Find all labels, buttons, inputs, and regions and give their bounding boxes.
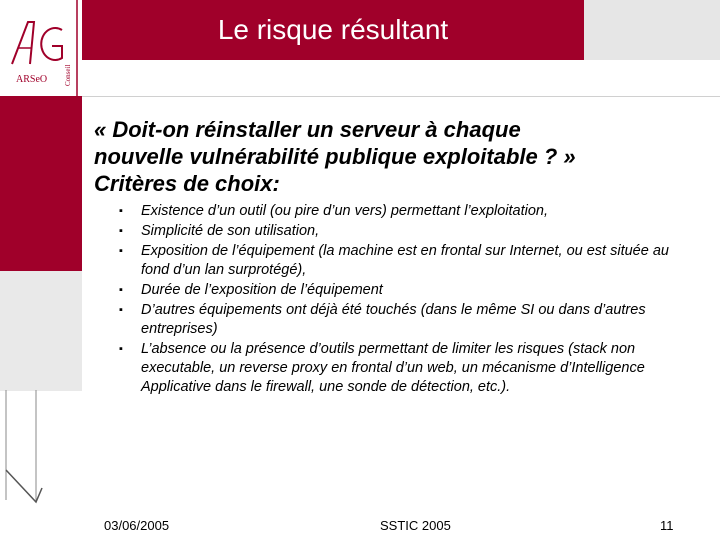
bullet-square-icon: ▪ xyxy=(119,245,123,257)
list-item-text: Existence d’un outil (ou pire d’un vers) permettant l’exploitation, xyxy=(141,203,549,219)
intro-line: nouvelle vulnérabilité publique exploitable ? » xyxy=(94,144,576,169)
list-item xyxy=(119,242,679,280)
page-number: 11 xyxy=(660,518,674,533)
list-item-text: D’autres équipements ont déjà été touchés (dans le même SI ou dans d’autres entreprises) xyxy=(141,302,646,337)
logo xyxy=(0,0,82,96)
bullet-square-icon: ▪ xyxy=(119,343,123,355)
criteria-list xyxy=(119,202,679,398)
logo-tagline: Conseil xyxy=(64,64,72,86)
list-item xyxy=(119,222,679,241)
logo-graphic xyxy=(0,0,82,96)
list-item xyxy=(119,301,679,339)
decorative-lines xyxy=(0,390,82,540)
intro-line: « Doit-on réinstaller un serveur à chaque xyxy=(94,117,521,142)
footer-event: SSTIC 2005 xyxy=(380,518,451,533)
footer-date: 03/06/2005 xyxy=(104,518,170,533)
list-item-text: Simplicité de son utilisation, xyxy=(141,223,320,239)
list-item-text: Durée de l’exposition de l’équipement xyxy=(141,282,383,298)
bullet-square-icon: ▪ xyxy=(119,284,123,296)
list-item xyxy=(119,281,679,300)
list-item xyxy=(119,340,679,397)
intro-question xyxy=(94,116,704,197)
slide-title: Le risque résultant xyxy=(217,14,449,45)
list-item xyxy=(119,202,679,221)
bullet-square-icon: ▪ xyxy=(119,205,123,217)
title-bar xyxy=(82,0,584,60)
header-divider xyxy=(82,96,720,97)
logo-brand: ARSeO xyxy=(16,74,48,85)
left-accent-bar xyxy=(0,96,82,271)
header-grey-panel xyxy=(584,0,720,60)
bullet-square-icon: ▪ xyxy=(119,304,123,316)
bullet-square-icon: ▪ xyxy=(119,225,123,237)
criteria-heading: Critères de choix: xyxy=(94,171,280,196)
list-item-text: Exposition de l’équipement (la machine est en frontal sur Internet, ou est située au fond d’un lan surprotégé), xyxy=(141,243,669,278)
left-grey-panel xyxy=(0,271,82,391)
list-item-text: L’absence ou la présence d’outils permettant de limiter les risques (stack non executable, un reverse proxy en frontal d’un web, un mécanisme d’Intelligence Applicative dans le firewall, une sonde de détection, etc.). xyxy=(141,341,645,395)
